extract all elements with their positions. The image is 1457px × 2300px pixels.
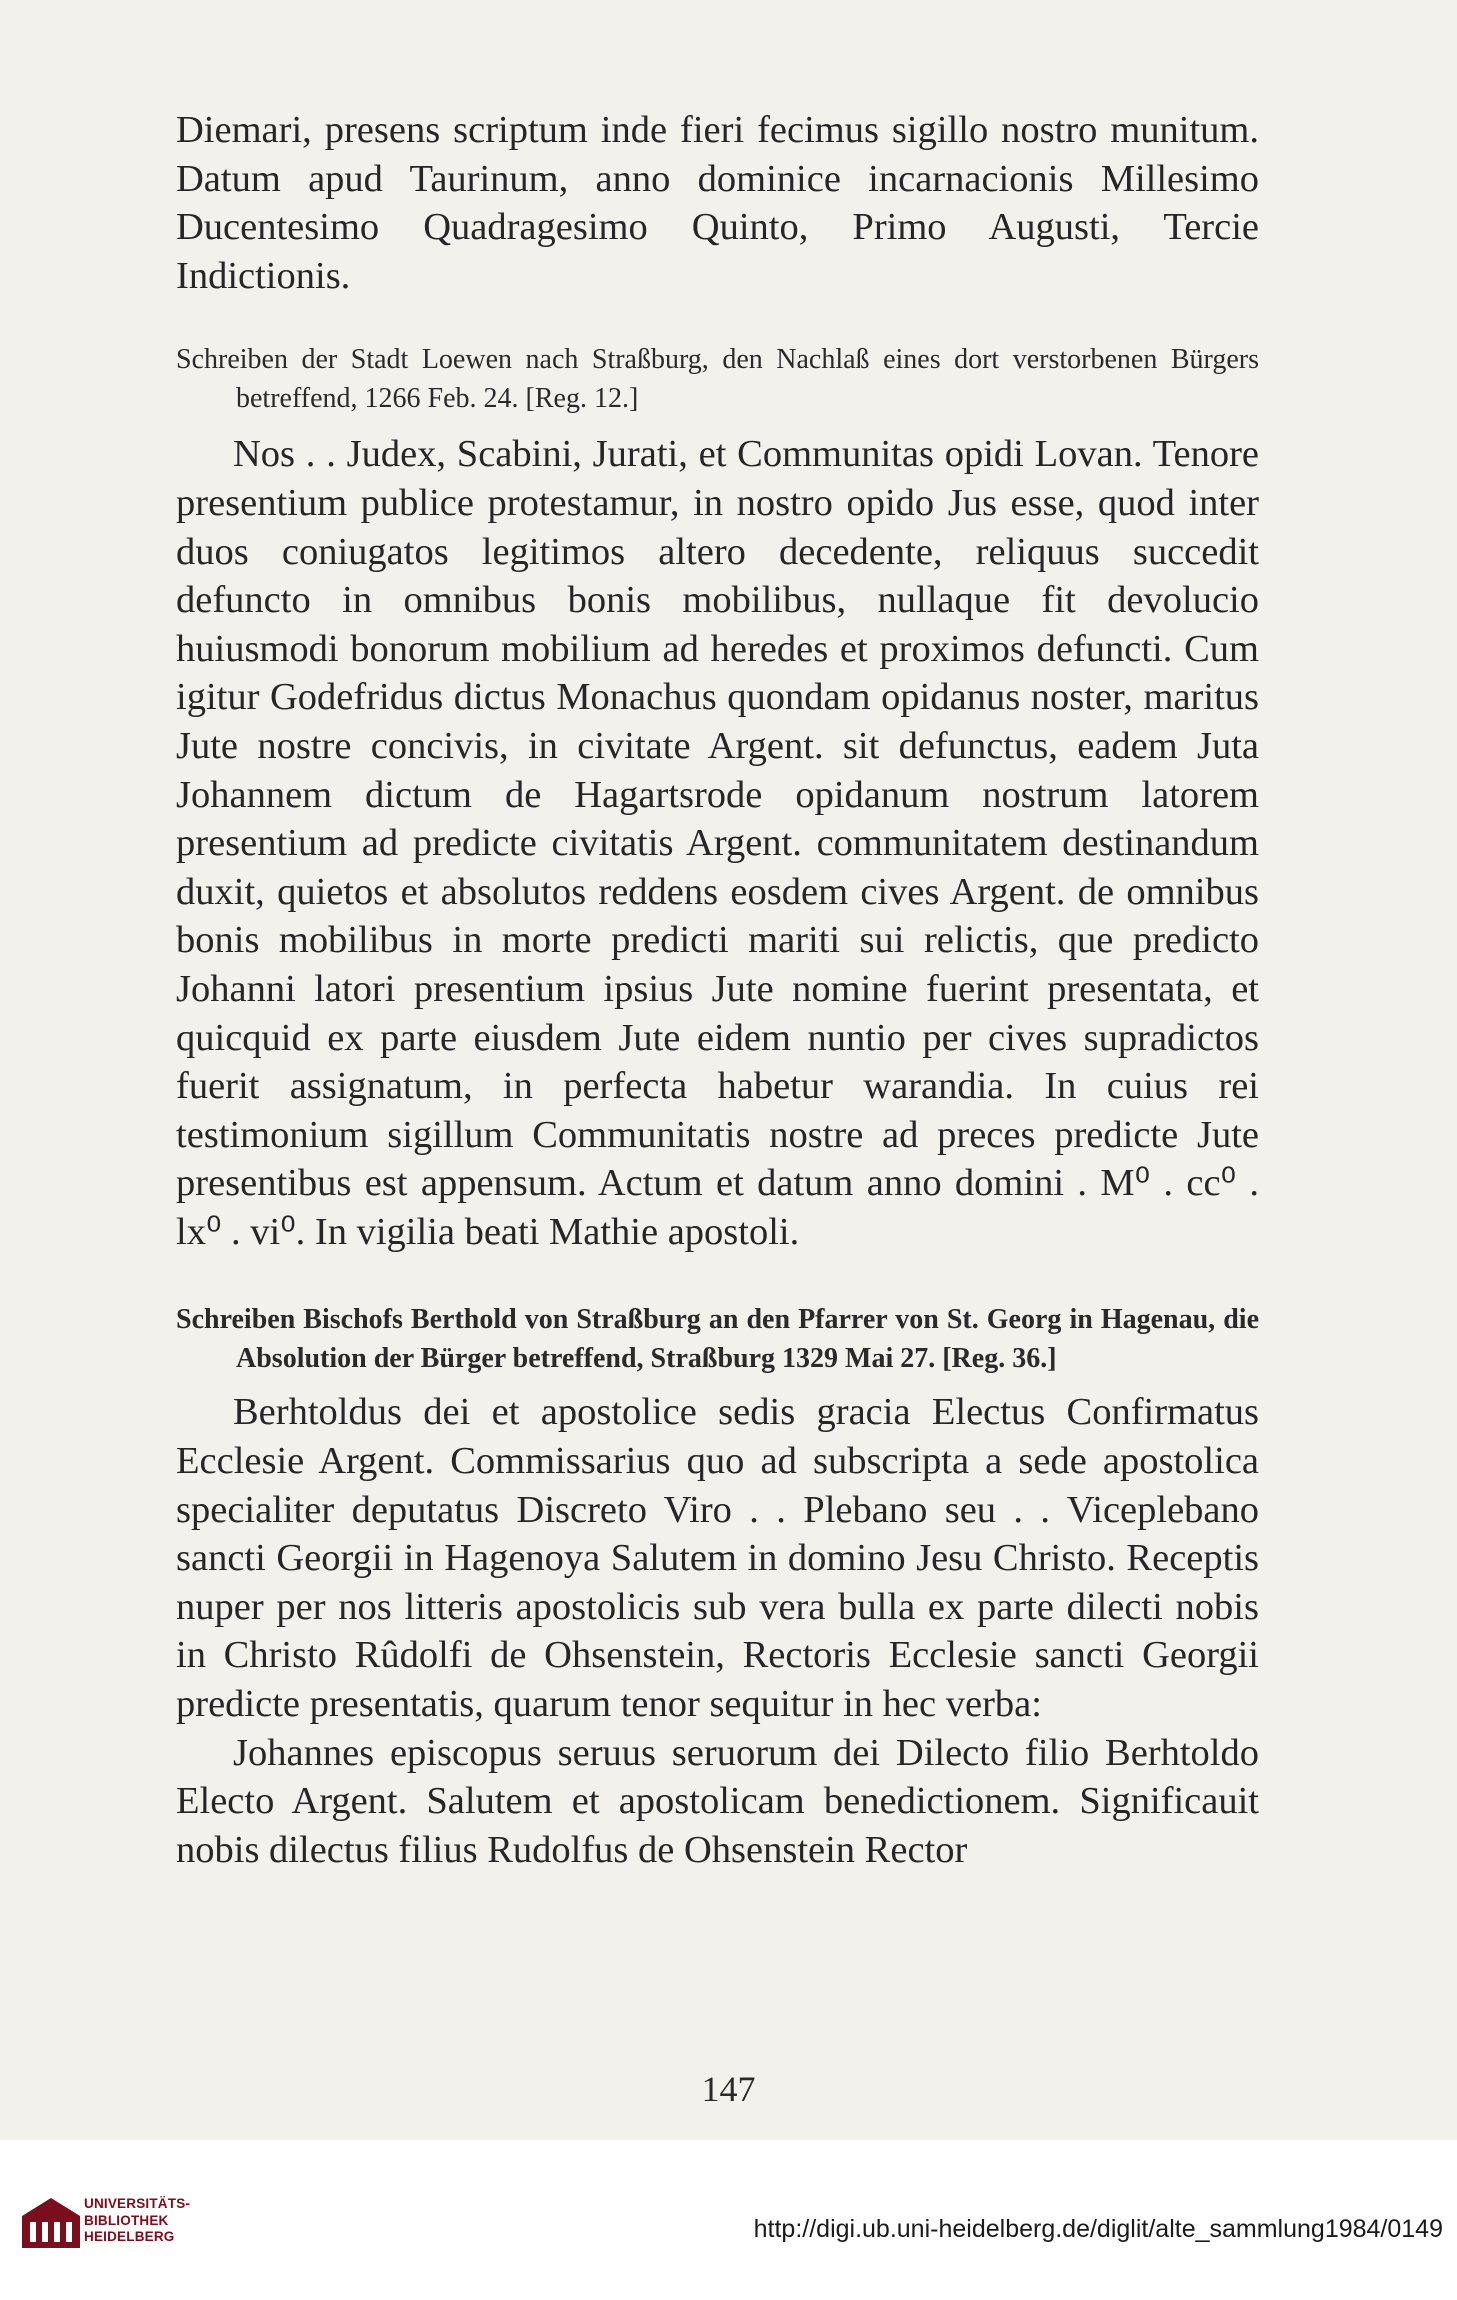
footer-bar bbox=[0, 2140, 1457, 2300]
text-block bbox=[176, 106, 1259, 1874]
page-number: 147 bbox=[701, 2069, 756, 2109]
document-heading-1: Schreiben der Stadt Loewen nach Straßburg, den Nachlaß eines dort verstorbenen Bürgers betreffend, 1266 Feb. 24. [Reg. 12.] bbox=[176, 344, 1259, 415]
document-body-3: Johannes episcopus seruus seruorum dei Dilecto filio Berhtoldo Electo Argent. Salutem et apostolicam benedictionem. Significauit nobis dilectus filius Rudolfus de Ohsenstein Rector bbox=[176, 1731, 1259, 1871]
library-logo-text bbox=[84, 2196, 190, 2246]
logo-line-3: HEIDELBERG bbox=[84, 2229, 175, 2244]
closing-paragraph: Diemari, presens scriptum inde fieri fecimus sigillo nostro munitum. Datum apud Taurinum, anno dominice incarnacionis Millesimo Ducentesimo Quadragesimo Quinto, Primo Augusti, Tercie Indictionis. bbox=[176, 109, 1259, 297]
library-logo[interactable] bbox=[20, 2192, 210, 2272]
logo-line-1: UNIVERSITÄTS- bbox=[84, 2196, 191, 2211]
library-logo-icon bbox=[20, 2196, 82, 2252]
source-url-link[interactable]: http://digi.ub.uni-heidelberg.de/diglit/alte_sammlung1984/0149 bbox=[753, 2215, 1443, 2243]
document-body-2: Berhtoldus dei et apostolice sedis gracia Electus Confirmatus Ecclesie Argent. Commissarius quo ad subscripta a sede apostolica specialiter deputatus Discreto Viro . . Plebano seu . . Viceplebano sancti Georgii in Hagenoya Salutem in domino Jesu Christo. Receptis nuper per nos litteris apostolicis sub vera bulla ex parte dilecti nobis in Christo Rûdolfi de Ohsenstein, Rectoris Ecclesie sancti Georgii predicte presentatis, quarum tenor sequitur in hec verba: bbox=[176, 1391, 1259, 1726]
logo-line-2: BIBLIOTHEK bbox=[84, 2212, 169, 2228]
document-heading-2 bbox=[176, 1300, 1259, 1378]
document-heading-2-text: Schreiben Bischofs Berthold von Straßburg an den Pfarrer von St. Georg in Hagenau, die Absolution der Bürger betreffend, Straßburg 1329 Mai 27. [Reg. 36.] bbox=[176, 1304, 1259, 1375]
document-body-1: Nos . . Judex, Scabini, Jurati, et Communitas opidi Lovan. Tenore presentium publice protestamur, in nostro opido Jus esse, quod inter duos coniugatos legitimos altero decedente, reliquus succedit defuncto in omnibus bonis mobilibus, nullaque fit devolucio huiusmodi bonorum mobilium ad heredes et proximos defuncti. Cum igitur Godefridus dictus Monachus quondam opidanus noster, maritus Jute nostre concivis, in civitate Argent. sit defunctus, eadem Juta Johannem dictum de Hagartsrode opidanum nostrum latorem presentium ad predicte civitatis Argent. communitatem destinandum duxit, quietos et absolutos reddens eosdem cives Argent. de omnibus bonis mobilibus in morte predicti mariti sui relictis, que predicto Johanni latori presentium ipsius Jute nomine fuerint presentata, et quicquid ex parte eiusdem Jute eidem nuntio per cives supradictos fuerit assignatum, in perfecta habetur warandia. In cuius rei testimonium sigillum Communitatis nostre ad preces predicte Jute presentibus est appensum. Actum et datum anno domini . M⁰ . cc⁰ . lx⁰ . vi⁰. In vigilia beati Mathie apostoli. bbox=[176, 433, 1259, 1253]
